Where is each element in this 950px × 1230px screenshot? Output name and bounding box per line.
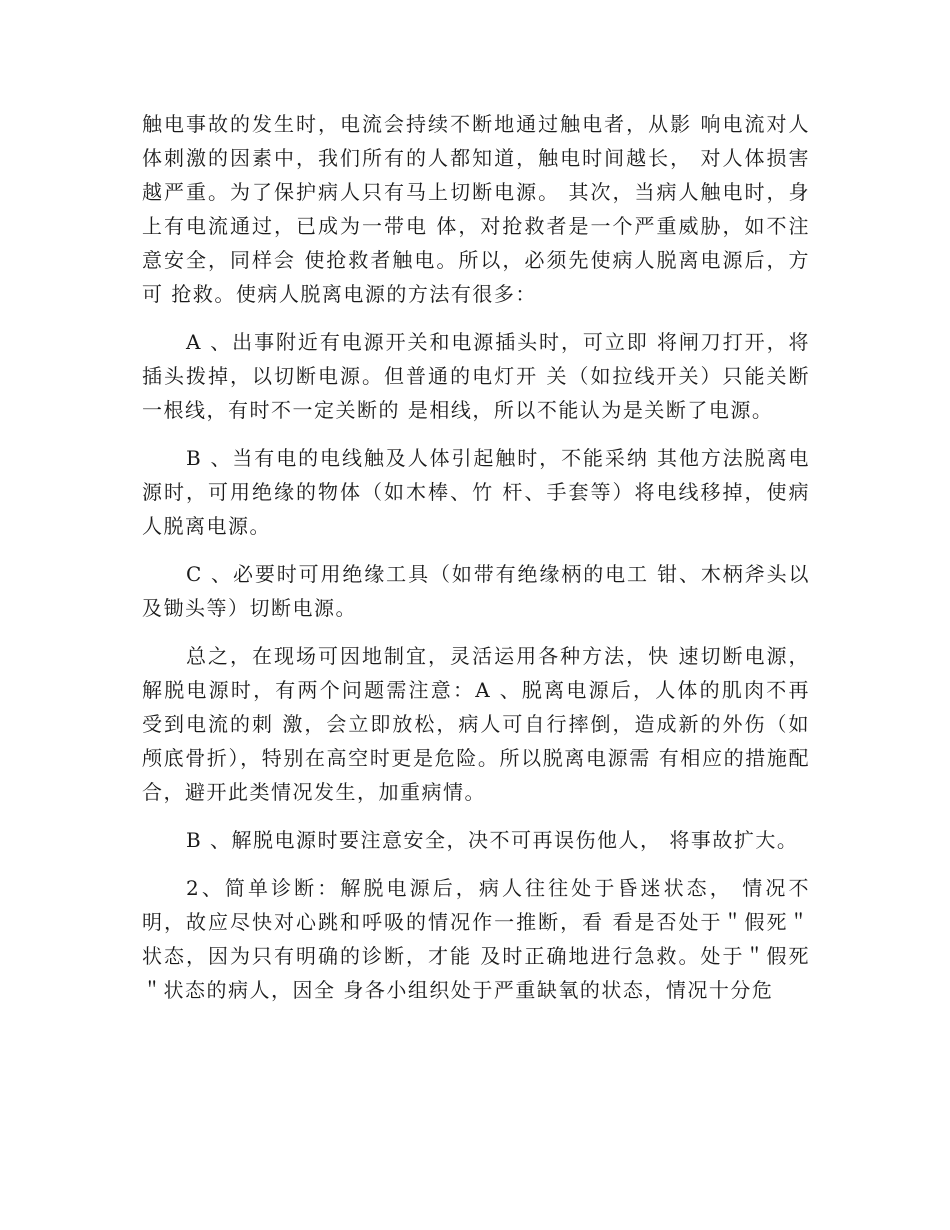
paragraph-method-a: A 、出事附近有电源开关和电源插头时，可立即 将闸刀打开，将插头拨掉，以切断电源。但普通的电灯开 关（如拉线开关）只能关断一根线，有时不一定关断的 是相线，所以不能认为是关断了电源。 [142,330,810,422]
paragraph-method-b: B 、当有电的电线触及人体引起触时，不能采纳 其他方法脱离电源时，可用绝缘的物体（如木棒、竹 杆、手套等）将电线移掉，使病人脱离电源。 [142,446,810,538]
paragraph-summary: 总之，在现场可因地制宜，灵活运用各种方法，快 速切断电源，解脱电源时，有两个问题需注意：A 、脱离电源后，人体的肌肉不再受到电流的刺 激，会立即放松，病人可自行摔倒，造成新的外伤（如颅底骨折），特别在高空时更是危险。所以脱离电源需 有相应的措施配合，避开此类情况发生，加重病情。 [142,644,810,804]
paragraph-diagnosis: 2、简单诊断：解脱电源后，病人往往处于昏迷状态， 情况不明，故应尽快对心跳和呼吸的情况作一推断，看 看是否处于＂假死＂状态，因为只有明确的诊断，才能 及时正确地进行急救。处于＂假死＂状态的病人，因全 身各小组织处于严重缺氧的状态，情况十分危 [142,876,810,1002]
paragraph-intro: 触电事故的发生时，电流会持续不断地通过触电者，从影 响电流对人体刺激的因素中，我们所有的人都知道，触电时间越长， 对人体损害越严重。为了保护病人只有马上切断电源。 其次，当病人触电时，身上有电流通过，已成为一带电 体，对抢救者是一个严重威胁，如不注意安全，同样会 使抢救者触电。所以，必须先使病人脱离电源后，方可 抢救。使病人脱离电源的方法有很多： [142,112,810,306]
document-body [142,107,810,1021]
paragraph-note-b: B 、解脱电源时要注意安全，决不可再误伤他人， 将事故扩大。 [186,828,799,852]
paragraph-method-c: C 、必要时可用绝缘工具（如带有绝缘柄的电工 钳、木柄斧头以及锄头等）切断电源。 [142,562,810,620]
